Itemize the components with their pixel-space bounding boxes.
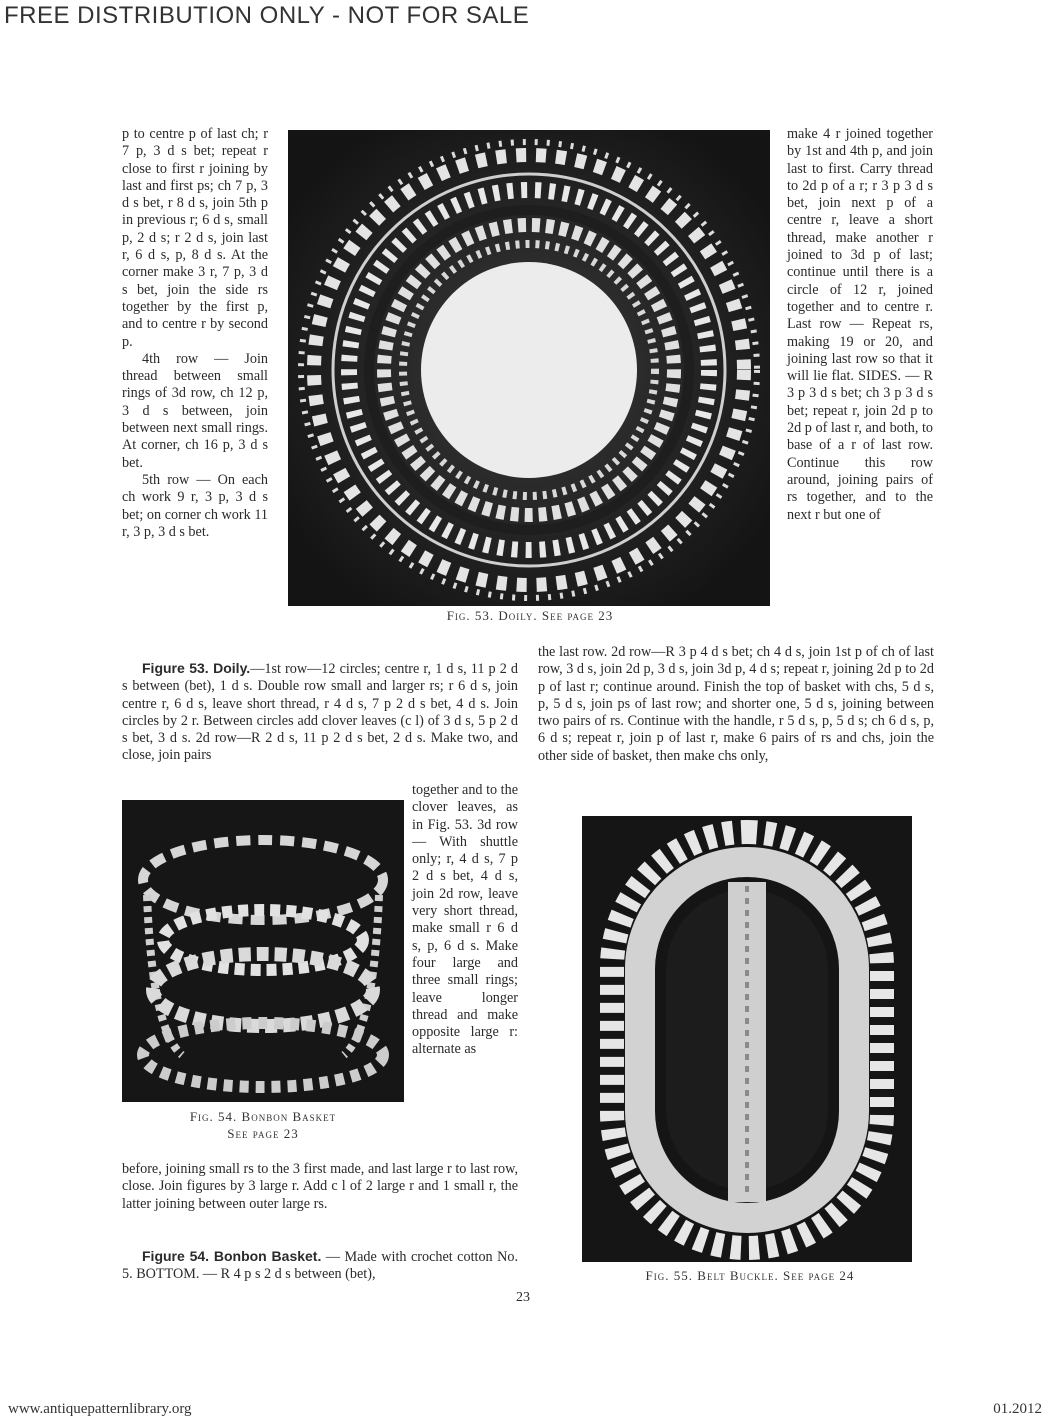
right-column [787,126,933,524]
left-paragraph-2: 4th row — Join thread between small rings of 3d row, ch 12 p, 3 d s between, join between next small rings. At corner, ch 16 p, 3 d s bet. [122,350,268,471]
page-number: 23 [516,1290,530,1305]
fig53-caption: Fig. 53. Doily. See page 23 [446,608,614,623]
doily-photo [288,130,770,606]
left-paragraph-1: p to centre p of last ch; r 7 p, 3 d s bet; repeat r close to first r joining by last and first ps; ch 7 p, 3 d s bet, r 8 d s, join 5th p in previous r; 6 d s, small p, 2 d s; r 2 d s, join last r, 6 d s, p, 8 d s. At the corner make 3 r, 7 p, 3 d s bet, join the side rs together by the first p, and to centre r by second p. [122,126,268,350]
footer-website: www.antiquepatternlibrary.org [8,1401,192,1417]
doily-heading: Figure 53. Doily. [142,660,251,676]
middle-right-paragraph: the last row. 2d row—R 3 p 4 d s bet; ch 4 d s, join 1st p of ch of last row, 3 d s, join 2d p, 3 d s, join 3d p, 4 d s; repeat r, joining 2d p to 2d p of last r; continue around. Finish the top of basket with chs, 5 d s, p, 5 d s, join ps of last row; and shorter one, 5 d s, joining between two pairs of rs. Continue with the handle, r 5 d s, p, 5 d s; ch 6 d s, p, 6 d s; repeat r, join p of last r, make 6 pairs of rs and chs, join the other side of basket, then make chs only, [538,644,934,764]
doily-text: —1st row—12 circles; centre r, 1 d s, 11 p 2 d s between (bet), 1 d s. Double row small and larger rs; r 6 d s, join centre r, 6 d s, leave short thread, r 4 d s, 7 p 2 d s bet, 4 d s. Join circles by 2 r. Between circles add clover leaves (c l) of 3 d s, 5 p 2 d s bet, 3 d s. 2d row—R 2 d s, 11 p 2 d s bet, 2 d s. Make two, and close, join pairs [122,661,518,764]
doily-ending-text: before, joining small rs to the 3 first made, and last large r to last row, close. Join figures by 3 large r. Add c l of 2 large r and 1 small r, the latter joining between outer large rs. [122,1161,518,1212]
doily-continued [412,782,518,1059]
basket-photo [122,800,404,1102]
fig54-caption-line2: See page 23 [227,1126,299,1141]
fig55-caption: Fig. 55. Belt Buckle. See page 24 [645,1268,855,1283]
middle-right-text [538,644,934,765]
doily-continued-text: together and to the clover leaves, as in Fig. 53. 3d row — With shuttle only; r, 4 d s, 7 p 2 d s bet, 4 d s, join 2d row, leave very short thread, make small r 6 d s, p, 6 d s. Make four large and three small rings; leave longer thread and make opposite large r: alternate as [412,782,518,1058]
basket-text: — Made with crochet cotton No. 5. BOTTOM. — R 4 p s 2 d s between (bet), [122,1249,519,1283]
fig54-caption [122,1108,404,1142]
doily-ending [122,1161,518,1213]
footer-date: 01.2012 [993,1401,1042,1417]
right-paragraph: make 4 r joined together by 1st and 4th p, and join last to first. Carry thread to 2d p of a r; r 3 p 3 d s bet, join next p of a centre r, leave a short thread, make another r joined to 3d p of last; continue until there is a circle of 12 r, joined together and to centre r. Last row — Repeat rs, making 19 or 20, and joining last row so that it will lie flat. SIDES. — R 3 p 3 d s bet; ch 3 p 3 d s bet; repeat r, join 2d p to 2d p of last r, and both, to base of a r of last row. Continue this row around, joining pairs of rs together, and to the next r but one of [787,126,933,523]
buckle-photo [582,816,912,1262]
distribution-banner: FREE DISTRIBUTION ONLY - NOT FOR SALE [4,2,530,29]
left-column [122,126,268,541]
fig54-caption-line1: Fig. 54. Bonbon Basket [189,1109,337,1124]
doily-description [122,660,518,765]
left-paragraph-3: 5th row — On each ch work 9 r, 3 p, 3 d s bet; on corner ch work 11 r, 3 p, 3 d s bet. [122,471,268,540]
basket-description [122,1248,518,1284]
basket-heading: Figure 54. Bonbon Basket. [142,1248,322,1264]
